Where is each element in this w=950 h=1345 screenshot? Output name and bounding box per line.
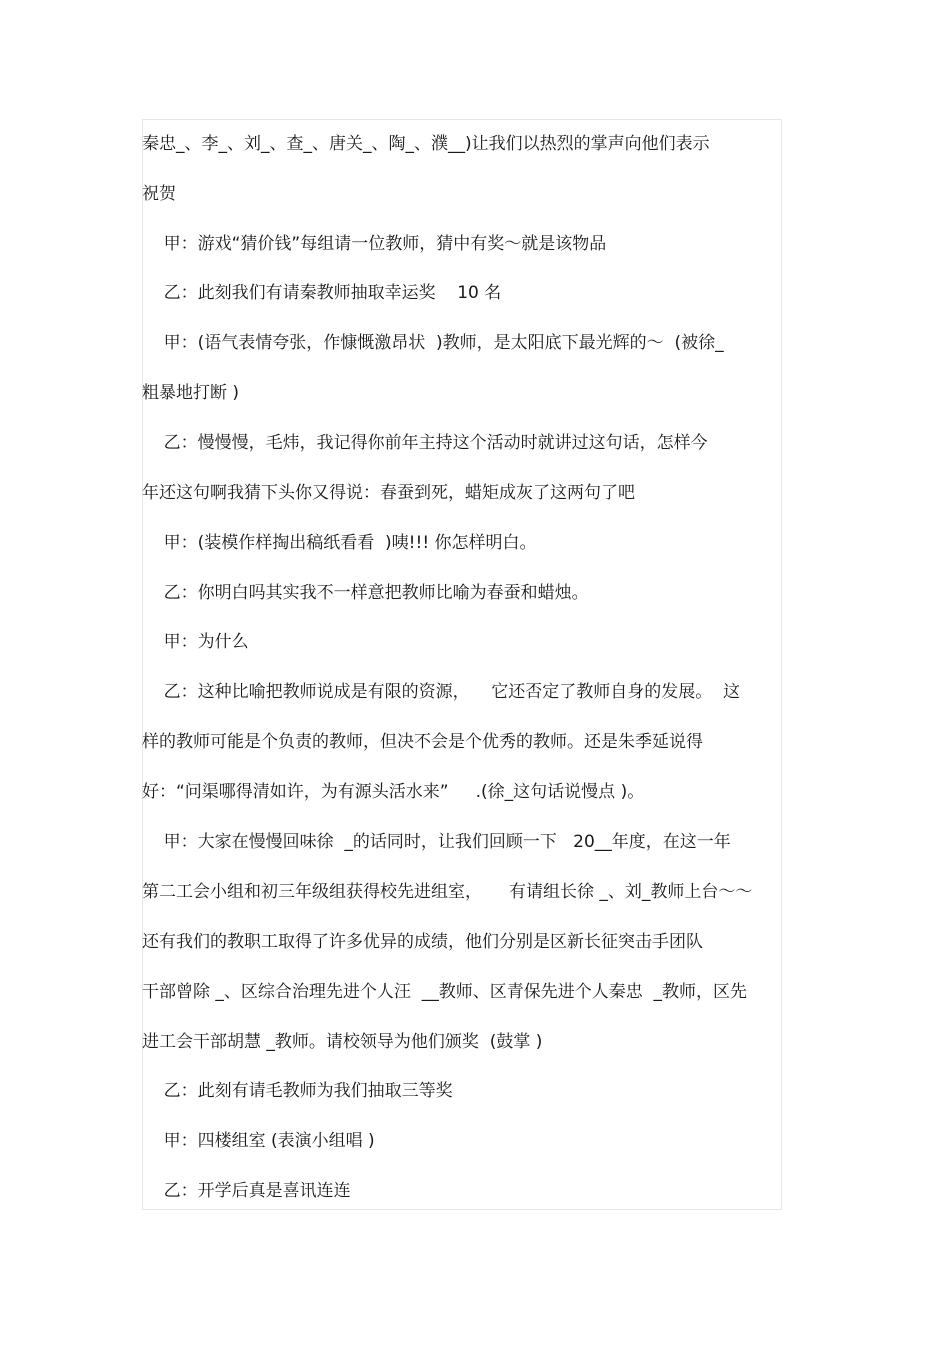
text-line: 好：“问渠哪得清如许，为有源头活水来” .(徐_这句话说慢点 )。 [142,782,645,802]
text-line: 乙：此刻我们有请秦教师抽取幸运奖 10 名 [142,283,502,303]
text-line: 秦忠_、李_、刘_、查_、唐关_、陶_、濮__)让我们以热烈的掌声向他们表示 [142,134,710,154]
text-line: 乙：这种比喻把教师说成是有限的资源， 它还否定了教师自身的发展。 这 [142,682,741,702]
text-line: 甲：游戏“猜价钱”每组请一位教师，猜中有奖～就是该物品 [142,234,607,254]
text-line: 年还这句啊我猜下头你又得说：春蚕到死，蜡矩成灰了这两句了吧 [142,483,635,503]
text-line: 样的教师可能是个负责的教师，但决不会是个优秀的教师。还是朱季延说得 [142,732,703,752]
text-line: 粗暴地打断 ) [142,383,240,403]
text-line: 乙：开学后真是喜讯连连 [142,1181,351,1201]
text-line: 还有我们的教职工取得了许多优异的成绩，他们分别是区新长征突击手团队 [142,932,703,952]
text-line: 乙：慢慢慢，毛炜，我记得你前年主持这个活动时就讲过这句话，怎样今 [142,433,708,453]
text-line: 干部曾除 _、区综合治理先进个人汪 __教师、区青保先进个人秦忠 _教师，区先 [142,982,748,1002]
text-line: 甲：(语气表情夸张，作慷慨激昂状 )教师，是太阳底下最光辉的～ (被徐_ [142,333,724,353]
text-line: 乙：你明白吗其实我不一样意把教师比喻为春蚕和蜡烛。 [142,583,589,603]
text-line: 甲：(装模作样掏出稿纸看看 )咦!!! 你怎样明白。 [142,533,537,553]
text-line: 乙：此刻有请毛教师为我们抽取三等奖 [142,1081,453,1101]
text-line: 进工会干部胡慧 _教师。请校领导为他们颁奖 (鼓掌 ) [142,1032,543,1052]
text-line: 第二工会小组和初三年级组获得校先进组室， 有请组长徐 _、刘_教师上台～～ [142,882,753,902]
text-line: 甲：大家在慢慢回味徐 _的话同时，让我们回顾一下 20__年度，在这一年 [142,832,731,852]
text-line: 甲：四楼组室 (表演小组唱 ) [142,1131,375,1151]
text-line: 甲：为什么 [142,632,249,652]
text-line: 祝贺 [142,184,176,204]
